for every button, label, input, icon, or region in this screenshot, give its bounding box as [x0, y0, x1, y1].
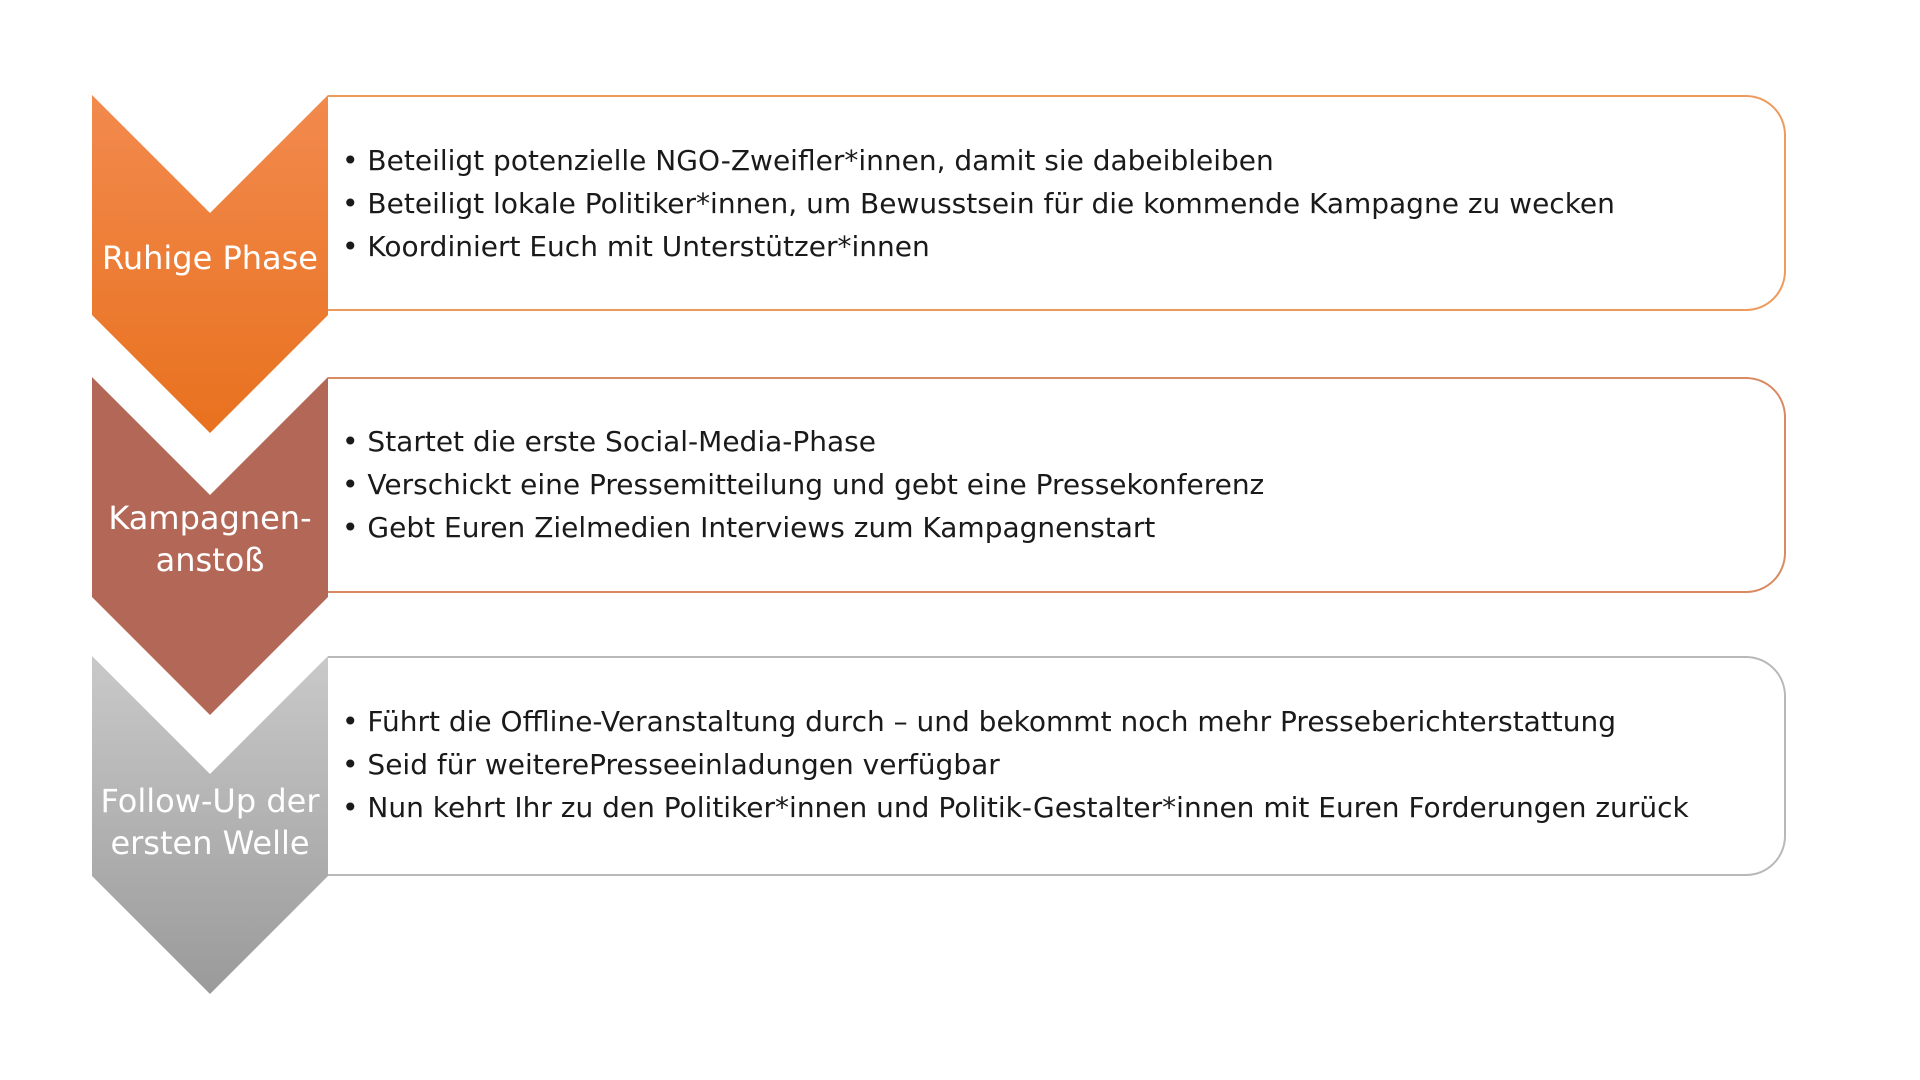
phase-3-chevron: [92, 656, 328, 994]
list-item: • Verschickt eine Pressemitteilung und gebt eine Pressekonferenz: [342, 463, 1264, 506]
list-item: • Koordiniert Euch mit Unterstützer*innen: [342, 225, 1615, 268]
phase-2-label: Kampagnen- anstoß: [108, 499, 312, 579]
phase-2-bullet-list: [342, 420, 1264, 549]
list-item: • Startet die erste Social-Media-Phase: [342, 420, 1264, 463]
phase-3-label: Follow-Up der ersten Welle: [100, 782, 320, 862]
list-item: • Führt die Offline-Veranstaltung durch – und bekommt noch mehr Presseberichterstattung: [342, 700, 1689, 743]
phase-1-label: Ruhige Phase: [102, 239, 318, 277]
list-item: • Beteiligt lokale Politiker*innen, um Bewusstsein für die kommende Kampagne zu wecken: [342, 182, 1615, 225]
list-item: • Nun kehrt Ihr zu den Politiker*innen und Politik-Gestalter*innen mit Euren Forderungen zurück: [342, 786, 1689, 829]
list-item: • Gebt Euren Zielmedien Interviews zum Kampagnenstart: [342, 506, 1264, 549]
list-item: • Seid für weiterePresseeinladungen verfügbar: [342, 743, 1689, 786]
phase-1-bullet-list: [342, 139, 1615, 268]
list-item: • Beteiligt potenzielle NGO-Zweifler*innen, damit sie dabeibleiben: [342, 139, 1615, 182]
phase-3-bullet-list: [342, 700, 1689, 829]
